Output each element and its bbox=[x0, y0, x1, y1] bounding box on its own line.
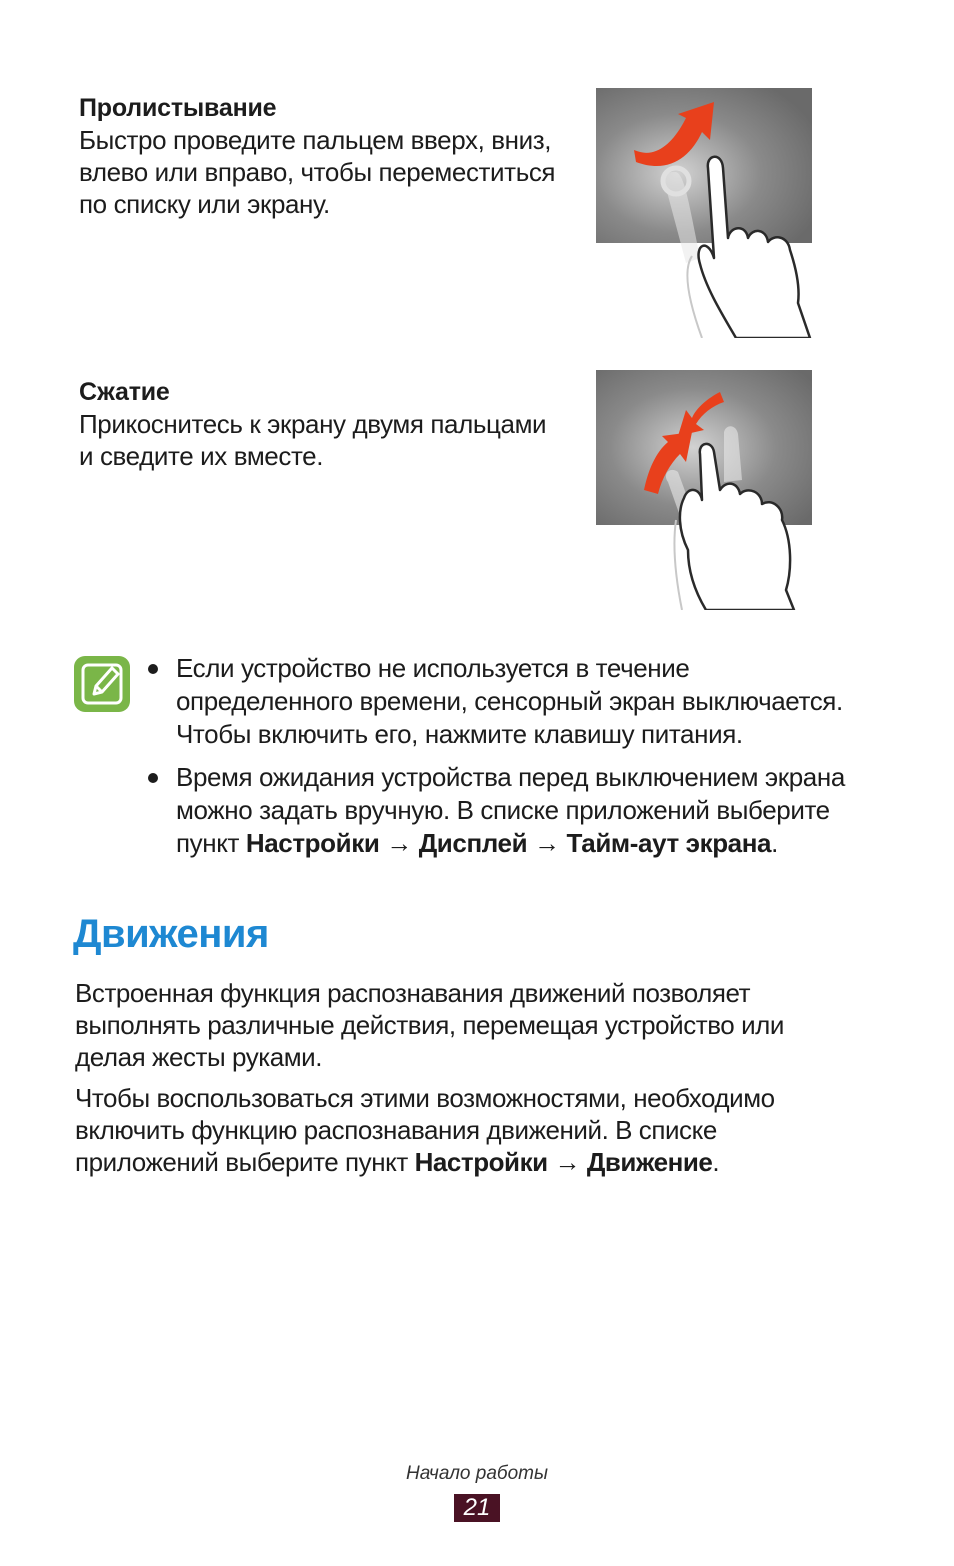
footer-chapter-label: Начало работы bbox=[406, 1463, 548, 1484]
note-2-line-2: можно задать вручную. В списке приложений выберите bbox=[176, 795, 830, 825]
page-number-badge: 21 bbox=[454, 1494, 500, 1522]
pinch-section bbox=[79, 376, 579, 472]
flick-section bbox=[79, 92, 579, 220]
para-1-line-1: Встроенная функция распознавания движений позволяет bbox=[75, 978, 751, 1008]
bullet-icon bbox=[148, 664, 158, 674]
note-2-line-1: Время ожидания устройства перед выключением экрана bbox=[176, 762, 845, 792]
ghost-hand-outline bbox=[687, 256, 702, 338]
pinch-line-2: и сведите их вместе. bbox=[79, 441, 324, 471]
menu-path-settings: Настройки bbox=[245, 828, 380, 858]
menu-path-motion: Движение bbox=[586, 1147, 713, 1177]
flick-line-2: влево или вправо, чтобы переместиться bbox=[79, 157, 556, 187]
para-2-line-2: включить функцию распознавания движений. В списке bbox=[75, 1115, 717, 1145]
pinch-line-1: Прикоснитесь к экрану двумя пальцами bbox=[79, 409, 547, 439]
note-1-line-1: Если устройство не используется в течение bbox=[176, 653, 690, 683]
path-arrow: → bbox=[386, 828, 412, 858]
path-arrow: → bbox=[534, 828, 560, 858]
pinch-title: Сжатие bbox=[79, 378, 170, 406]
flick-gesture-illustration bbox=[596, 88, 820, 338]
flick-title: Пролистывание bbox=[79, 94, 277, 122]
note-item bbox=[148, 761, 888, 860]
note-1-line-3: Чтобы включить его, нажмите клавишу питания. bbox=[176, 719, 743, 749]
para-2-line-1: Чтобы воспользоваться этими возможностями, необходимо bbox=[75, 1083, 775, 1113]
flick-description bbox=[79, 124, 579, 220]
motion-intro-paragraph bbox=[75, 977, 865, 1073]
flick-line-1: Быстро проведите пальцем вверх, вниз, bbox=[79, 125, 552, 155]
para-2-prefix: приложений выберите пункт bbox=[75, 1147, 415, 1177]
note-2-suffix: . bbox=[771, 828, 778, 858]
menu-path-settings: Настройки bbox=[414, 1147, 548, 1177]
note-2-prefix: пункт bbox=[176, 828, 246, 858]
note-list bbox=[148, 652, 888, 870]
note-pencil-icon bbox=[74, 656, 130, 712]
note-item bbox=[148, 652, 888, 751]
para-1-line-2: выполнять различные действия, перемещая устройство или bbox=[75, 1010, 784, 1040]
path-arrow: → bbox=[554, 1147, 581, 1177]
motion-enable-paragraph bbox=[75, 1082, 865, 1178]
menu-path-screen-timeout: Тайм-аут экрана bbox=[566, 828, 772, 858]
bullet-icon bbox=[148, 773, 158, 783]
section-heading: Движения bbox=[73, 912, 269, 956]
menu-path-display: Дисплей bbox=[418, 828, 528, 858]
flick-line-3: по списку или экрану. bbox=[79, 189, 330, 219]
pinch-description bbox=[79, 408, 579, 472]
note-1-line-2: определенного времени, сенсорный экран выключается. bbox=[176, 686, 843, 716]
pinch-gesture-illustration bbox=[596, 370, 820, 610]
para-2-suffix: . bbox=[712, 1147, 720, 1177]
para-1-line-3: делая жесты руками. bbox=[75, 1042, 323, 1072]
